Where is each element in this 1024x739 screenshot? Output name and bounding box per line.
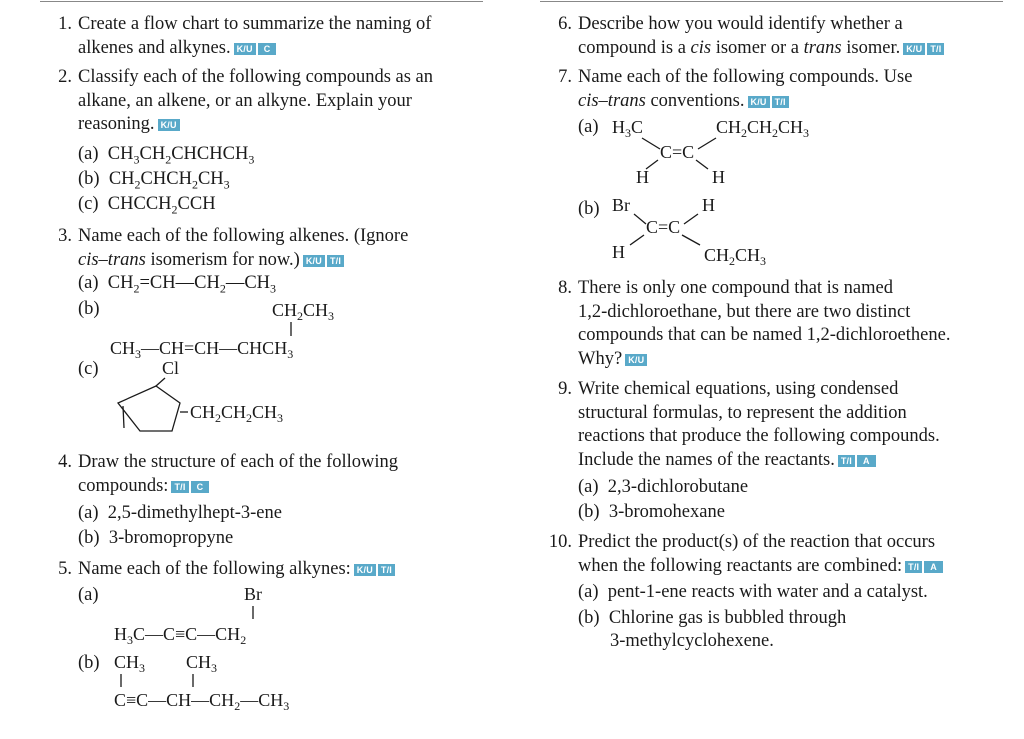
question-text: when the following reactants are combined: — [578, 555, 903, 576]
question-number: 5. — [58, 559, 72, 579]
question-number: 8. — [558, 278, 572, 298]
q3-part-a: (a) $CH_2=CH—CH_2—CH_3$ — [78, 273, 277, 296]
question-1 — [58, 13, 432, 60]
question-text: Name each of the following compounds. Use — [578, 67, 913, 87]
svg-text:CH2CH2CH3: $CH_2CH_2CH_3$ — [716, 117, 810, 140]
question-text: There is only one compound that is named — [578, 278, 893, 298]
part-label: (a) — [78, 503, 99, 523]
q9-part-b — [578, 501, 725, 525]
question-text: Why? — [578, 348, 623, 369]
svg-text:CH3: $CH_3$ — [114, 652, 146, 675]
svg-text:C≡C—CH—CH2—CH3: $C\equiv C—CH—CH_2—CH_3$ — [114, 690, 290, 713]
ti-badge: T/I — [905, 561, 922, 573]
question-number: 3. — [58, 226, 72, 246]
question-text: conventions. — [645, 90, 745, 111]
question-6 — [558, 13, 944, 60]
question-text-italic: trans — [803, 37, 842, 58]
question-text: 1,2-dichloroethane, but there are two distinct — [578, 301, 911, 322]
question-3 — [58, 225, 409, 272]
q3-c-structure — [110, 358, 370, 448]
question-text: isomerism for now.) — [145, 249, 300, 270]
question-number: 2. — [58, 67, 72, 87]
q3-part-c-label: (c) — [78, 359, 99, 379]
svg-text:H: H — [702, 195, 715, 215]
q7-part-b-label: (b) — [578, 199, 600, 219]
question-number: 10. — [548, 532, 572, 552]
part-label: (a) — [578, 477, 599, 497]
ku-badge: K/U — [303, 255, 325, 267]
svg-text:CH3: $CH_3$ — [186, 652, 218, 675]
part-text: pent-1-ene reacts with water and a catalyst. — [607, 582, 928, 602]
question-text: Predict the product(s) of the reaction that occurs — [578, 532, 936, 552]
a-badge: A — [924, 561, 943, 573]
svg-text:Br: Br — [612, 195, 630, 215]
part-text: 2,5-dimethylhept-3-ene — [107, 503, 282, 523]
part-label: (a) — [78, 144, 99, 164]
svg-text:CH3—CH=CH—CHCH3: $CH_3—CH=CH—CHCH_3$ — [110, 338, 294, 361]
part-label: (c) — [78, 194, 99, 214]
q5-a-structure — [110, 584, 350, 654]
question-text: Name each of the following alkenes. (Ignore — [78, 226, 409, 246]
q2-part-b: (b) $CH_2CHCH_2CH_3$ — [78, 169, 230, 192]
question-4 — [58, 451, 399, 498]
part-label: (b) — [78, 528, 100, 548]
svg-text:CH2CH3: $CH_2CH_3$ — [272, 300, 335, 323]
question-10 — [548, 531, 943, 578]
question-9 — [558, 378, 940, 472]
question-7 — [558, 66, 913, 113]
question-number: 7. — [558, 67, 572, 87]
part-label: (b) — [578, 608, 600, 628]
question-text: alkane, an alkene, or an alkyne. Explain your — [78, 90, 412, 111]
question-number: 9. — [558, 379, 572, 399]
question-text: Write chemical equations, using condensed — [578, 379, 899, 399]
svg-text:Br: Br — [244, 584, 262, 604]
a-badge: A — [857, 455, 876, 467]
question-number: 6. — [558, 14, 572, 34]
ku-badge: K/U — [903, 43, 925, 55]
q5-part-a-label: (a) — [78, 585, 99, 605]
svg-text:C=C: C=C — [660, 142, 695, 162]
question-2 — [58, 66, 434, 137]
ti-badge: T/I — [927, 43, 944, 55]
question-text: Include the names of the reactants. — [578, 449, 835, 470]
question-text: Name each of the following alkynes: — [78, 559, 351, 579]
question-text: reactions that produce the following compounds. — [578, 426, 940, 446]
part-text: Chlorine gas is bubbled through — [608, 608, 847, 628]
question-text: Describe how you would identify whether a — [578, 14, 903, 34]
q10-part-b — [578, 607, 846, 631]
ku-badge: K/U — [625, 354, 647, 366]
q2-part-c: (c) $CHCCH_2CCH$ — [78, 194, 216, 217]
q7-part-a-label: (a) — [578, 117, 599, 137]
q7-b-structure — [608, 192, 888, 268]
question-text: compounds that can be named 1,2-dichloroethene. — [578, 325, 951, 345]
svg-text:H: H — [712, 167, 725, 187]
question-text: compounds: — [78, 475, 169, 496]
part-label: (b) — [78, 169, 100, 189]
question-5 — [58, 558, 395, 582]
q5-b-structure — [110, 650, 370, 720]
q9-part-a — [578, 476, 748, 500]
question-8 — [558, 277, 951, 371]
part-label: (a) — [578, 582, 599, 602]
question-text: Classify each of the following compounds as an — [78, 67, 434, 87]
top-rule-right — [540, 1, 1003, 2]
ku-badge: K/U — [354, 564, 376, 576]
ti-badge: T/I — [171, 481, 188, 493]
question-text-italic: cis — [690, 37, 712, 58]
q4-part-a — [78, 502, 282, 526]
question-text: compound is a — [578, 37, 691, 58]
question-text: structural formulas, to represent the addition — [578, 402, 907, 423]
part-label: (b) — [578, 502, 600, 522]
ti-badge: T/I — [772, 96, 789, 108]
question-number: 1. — [58, 14, 72, 34]
ku-badge: K/U — [748, 96, 770, 108]
question-text: Draw the structure of each of the following — [78, 452, 399, 472]
svg-text:CH2CH2CH3: $CH_2CH_2CH_3$ — [190, 402, 284, 425]
svg-text:Cl: Cl — [162, 358, 180, 378]
q3-b-structure — [100, 296, 360, 366]
svg-text:H: H — [612, 242, 625, 262]
svg-text:H3C: $H_3C$ — [612, 117, 644, 140]
q5-part-b-label: (b) — [78, 653, 100, 673]
question-text: alkenes and alkynes. — [78, 37, 231, 58]
part-text: 3-bromohexane — [608, 502, 725, 522]
question-text: isomer or a — [711, 37, 804, 58]
q10-part-a — [578, 581, 928, 605]
c-badge: C — [191, 481, 210, 493]
ti-badge: T/I — [378, 564, 395, 576]
part-text: 3-bromopropyne — [108, 528, 234, 548]
question-text-italic: cis–trans — [578, 90, 646, 111]
svg-text:H: H — [636, 167, 649, 187]
ku-badge: K/U — [158, 119, 180, 131]
question-text: Create a flow chart to summarize the naming of — [78, 14, 432, 34]
ti-badge: T/I — [838, 455, 855, 467]
part-label: (a) — [78, 273, 99, 293]
ku-badge: K/U — [234, 43, 256, 55]
question-text: reasoning. — [78, 114, 155, 134]
q2-part-a: (a) $CH_3CH_2CHCHCH_3$ — [78, 144, 255, 167]
ti-badge: T/I — [327, 255, 344, 267]
q4-part-b — [78, 527, 233, 551]
svg-text:H3C—C≡C—CH2: $H_3C—C\equiv C—CH_2$ — [114, 624, 247, 647]
svg-text:CH2CH3: $CH_2CH_3$ — [704, 245, 767, 268]
part-text: 2,3-dichlorobutane — [607, 477, 749, 497]
q10-part-b-cont: 3-methylcyclohexene. — [610, 631, 774, 651]
svg-text:C=C: C=C — [646, 217, 681, 237]
question-text-italic: cis–trans — [78, 249, 146, 270]
top-rule-left — [40, 1, 483, 2]
question-number: 4. — [58, 452, 72, 472]
q7-a-structure — [608, 114, 888, 187]
q3-part-b-label: (b) — [78, 299, 100, 319]
question-text: isomer. — [841, 37, 901, 58]
c-badge: C — [258, 43, 277, 55]
